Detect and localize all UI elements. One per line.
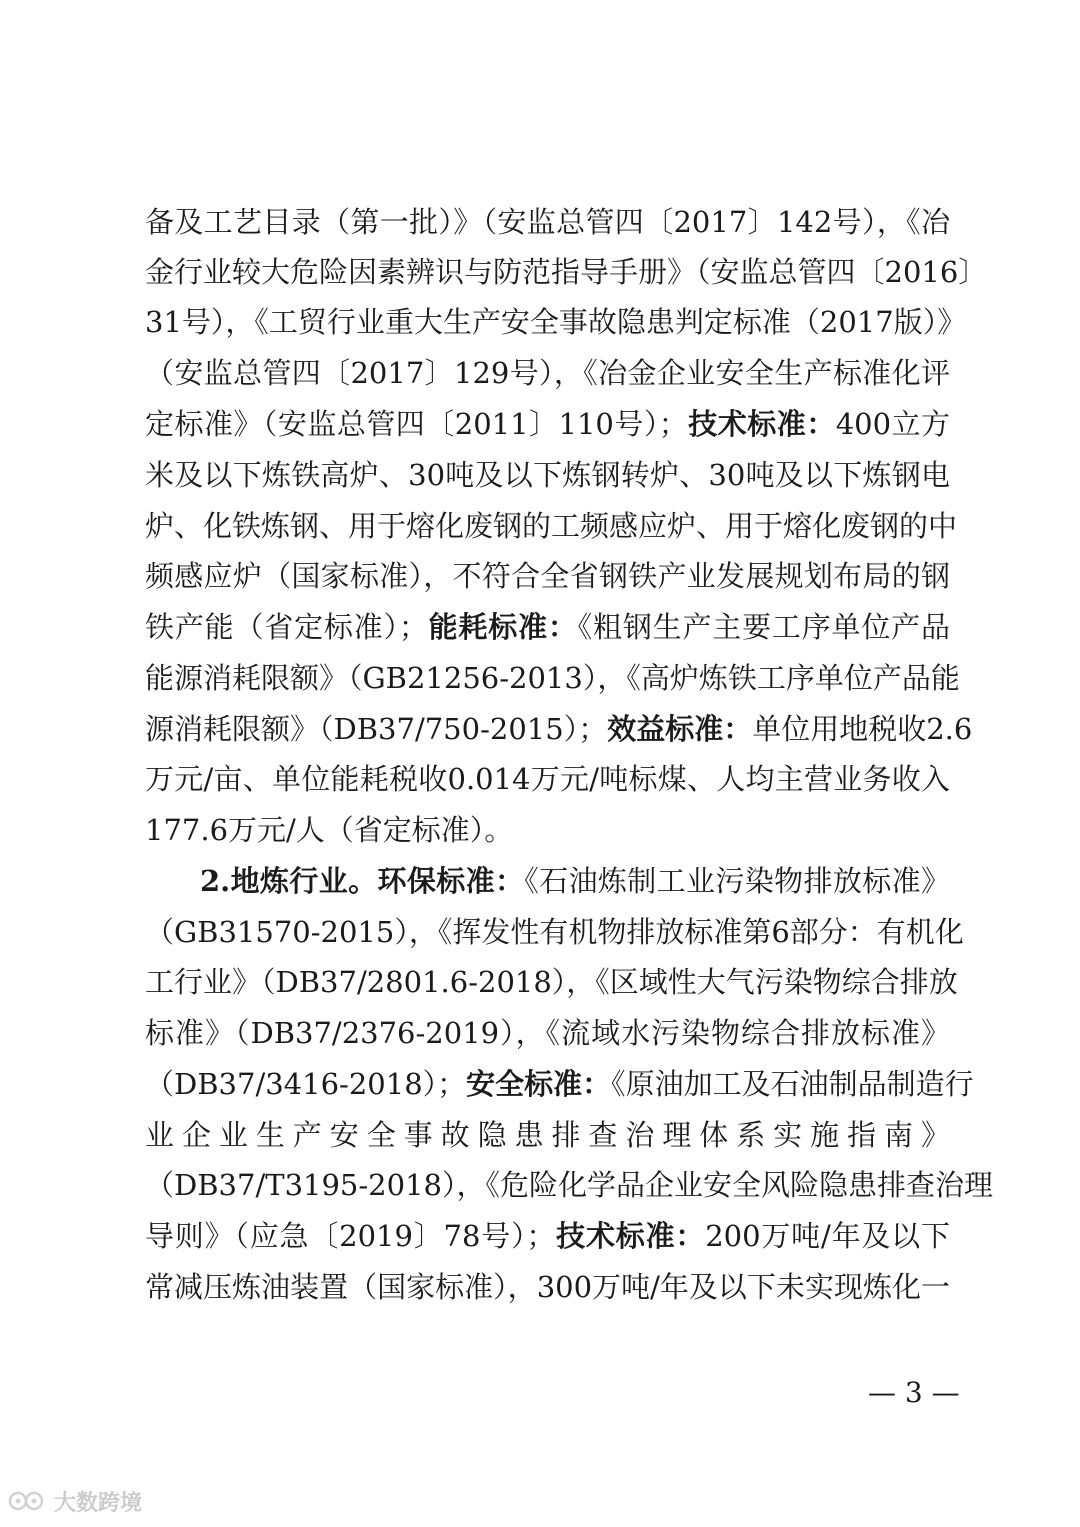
watermark-text: 大数跨境 — [54, 1490, 143, 1516]
text-line — [145, 1007, 950, 1059]
bold-text-segment: 技术标准： — [687, 407, 836, 441]
text-line — [145, 1058, 974, 1110]
text-line — [145, 449, 950, 501]
text-segment: 《石油炼制工业污染物排放标准》 — [524, 864, 950, 898]
text-segment: 《粗钢生产主要工序单位产品 — [577, 610, 950, 644]
text-line — [145, 550, 950, 602]
text-segment: （GB31570-2015），《挥发性有机物排放标准第6部分：有机化 — [145, 915, 964, 949]
text-line — [145, 956, 958, 1008]
text-segment: 导则》（应急〔2019〕78号）； — [145, 1219, 556, 1253]
text-segment: 源消耗限额》（DB37/750-2015）； — [145, 712, 608, 746]
text-segment: 177.6万元/人（省定标准）。 — [145, 813, 514, 847]
text-segment: 《原油加工及石油制品制造行 — [611, 1067, 974, 1101]
text-segment: 常减压炼油装置（国家标准），300万吨/年及以下未实现炼化一 — [145, 1270, 950, 1304]
text-line — [145, 296, 967, 348]
text-line — [145, 500, 958, 552]
text-segment: 31号），《工贸行业重大生产安全事故隐患判定标准（2017版）》 — [145, 305, 967, 339]
text-segment: 400立方 — [835, 407, 950, 441]
text-segment: 业企业生产安全事故隐患排查治理体系实施指南》 — [145, 1118, 950, 1152]
watermark-logo-icon — [8, 1488, 46, 1514]
text-segment: 200万吨/年及以下 — [705, 1219, 950, 1253]
text-line — [145, 196, 950, 248]
text-line — [145, 1210, 950, 1262]
text-segment: 标准》（DB37/2376-2019），《流域水污染物综合排放标准》 — [145, 1016, 950, 1050]
text-line — [145, 753, 950, 805]
text-line — [145, 1159, 993, 1211]
text-segment: 万元/亩、单位能耗税收0.014万元/吨标煤、人均主营业务收入 — [145, 762, 950, 796]
bold-text-segment: 2.地炼行业。环保标准： — [200, 864, 525, 898]
text-line — [145, 347, 950, 399]
text-segment: （安监总管四〔2017〕129号），《冶金企业安全生产标准化评 — [145, 356, 950, 390]
text-segment: 定标准》（安监总管四〔2011〕110号）； — [145, 407, 688, 441]
watermark — [8, 1484, 208, 1518]
text-segment: 频感应炉（国家标准），不符合全省钢铁产业发展规划布局的钢 — [145, 559, 950, 593]
text-line — [145, 1109, 950, 1161]
text-segment: （DB37/T3195-2018），《危险化学品企业安全风险隐患排查治理 — [145, 1168, 993, 1202]
text-segment: （DB37/3416-2018）； — [145, 1067, 467, 1101]
text-segment: 备及工艺目录（第一批）》（安监总管四〔2017〕142号），《冶 — [145, 205, 950, 239]
bold-text-segment: 能耗标准： — [427, 610, 578, 644]
bold-text-segment: 技术标准： — [555, 1219, 706, 1253]
text-line — [145, 1261, 950, 1313]
text-segment: 米及以下炼铁高炉、30吨及以下炼钢转炉、30吨及以下炼钢电 — [145, 458, 950, 492]
page-number: — 3 — — [868, 1376, 960, 1409]
bold-text-segment: 效益标准： — [607, 712, 753, 746]
text-segment: 金行业较大危险因素辨识与防范指导手册》（安监总管四〔2016〕 — [145, 255, 988, 289]
text-line — [145, 703, 973, 755]
text-line — [145, 652, 960, 704]
text-line — [145, 601, 950, 653]
text-line — [200, 855, 950, 907]
text-segment: 铁产能（省定标准）； — [145, 610, 428, 644]
text-segment: 炉、化铁炼钢、用于熔化废钢的工频感应炉、用于熔化废钢的中 — [145, 509, 958, 543]
text-segment: 单位用地税收2.6 — [752, 712, 973, 746]
text-line — [145, 398, 950, 450]
text-segment: 工行业》（DB37/2801.6-2018），《区域性大气污染物综合排放 — [145, 965, 958, 999]
text-line — [145, 906, 964, 958]
text-line — [145, 246, 988, 298]
text-line — [145, 804, 950, 856]
text-segment: 能源消耗限额》（GB21256-2013），《高炉炼铁工序单位产品能 — [145, 661, 960, 695]
bold-text-segment: 安全标准： — [466, 1067, 612, 1101]
